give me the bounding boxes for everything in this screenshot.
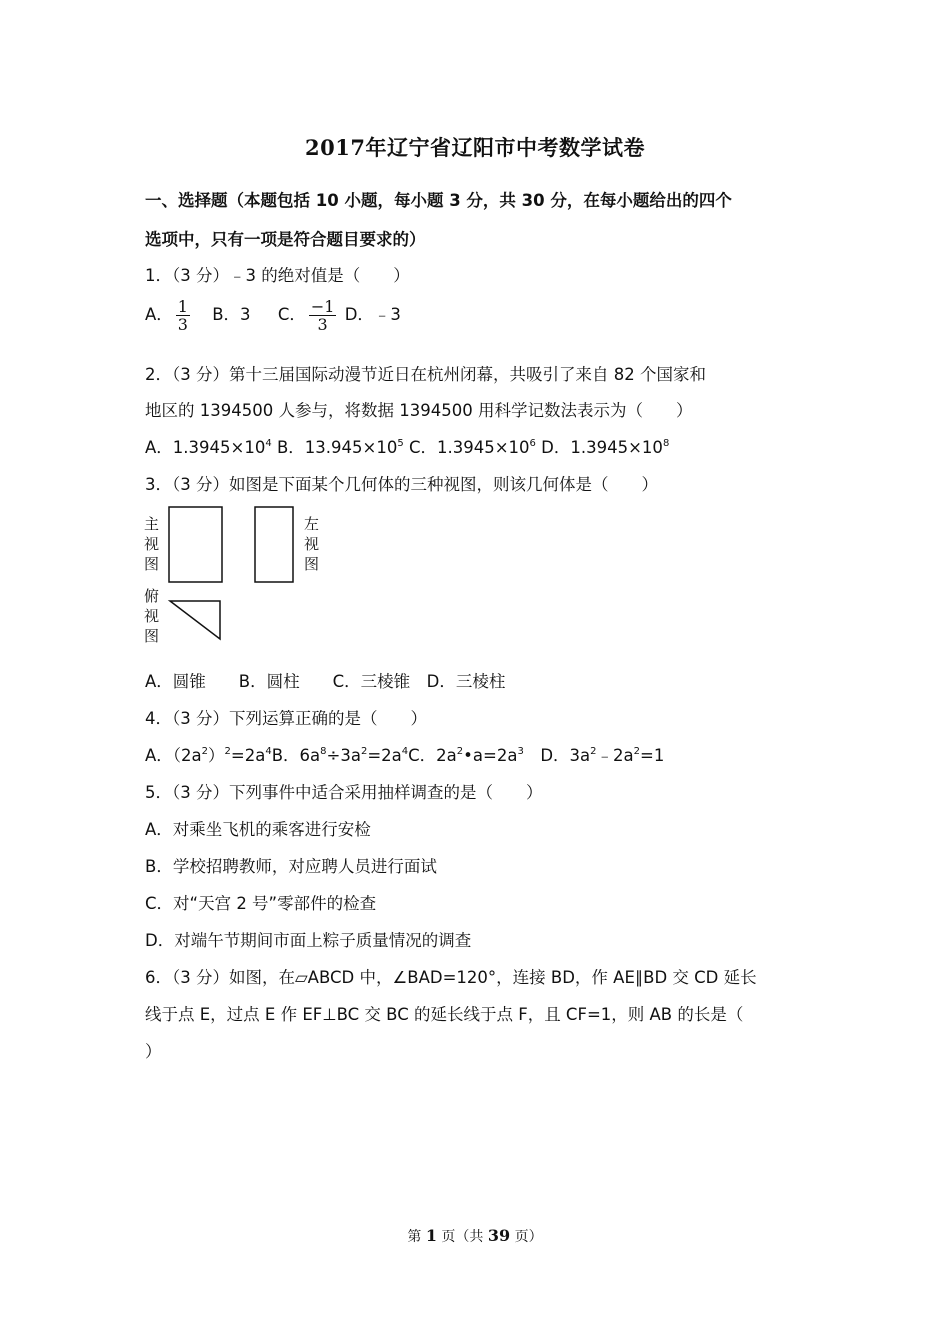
q1-opt-a-fraction <box>176 298 190 333</box>
q4-b-exp2: 2 <box>360 746 368 757</box>
q2-opt-c: C．1.3945×10 <box>408 438 530 457</box>
label-front-1: 主 <box>144 515 160 533</box>
left-view-rect <box>255 507 293 582</box>
three-views-figure <box>140 500 340 650</box>
q4-b-exp1: 8 <box>320 746 327 757</box>
q2-opt-a-exp: 4 <box>265 438 272 449</box>
section-heading-line1: 一、选择题（本题包括 10 小题，每小题 3 分，共 30 分，在每小题给出的四个 <box>145 191 732 210</box>
footer-pre: 第 <box>407 1229 426 1245</box>
q1-opt-c-den: 3 <box>317 315 328 334</box>
q4-a-exp3: 4 <box>265 746 272 757</box>
q2-opt-c-exp: 6 <box>529 438 536 449</box>
q1-opt-c-label: C． <box>277 305 306 324</box>
q1-opt-a-num: 1 <box>177 297 188 316</box>
q4-b-part1: B．6a <box>271 746 321 765</box>
q4-c-exp2: 3 <box>517 746 524 757</box>
q5-opt-b: B．学校招聘教师，对应聘人员进行面试 <box>145 857 437 876</box>
q6-line3: ） <box>145 1042 162 1061</box>
q4-stem: 4．（3 分）下列运算正确的是（ ） <box>145 709 427 728</box>
q2-options <box>145 434 669 458</box>
footer-post: 页） <box>510 1229 543 1245</box>
q2-stem-line2: 地区的 1394500 人参与，将数据 1394500 用科学记数法表示为（ ） <box>145 401 693 420</box>
q1-opt-c-num: −1 <box>310 297 335 316</box>
q3-options: A．圆锥 B．圆柱 C．三棱锥 D．三棱柱 <box>145 672 506 691</box>
q4-d-part3: =1 <box>640 746 665 765</box>
q2-opt-d: D．1.3945×10 <box>541 438 663 457</box>
top-view-triangle <box>170 601 220 639</box>
label-front-2: 视 <box>144 535 160 553</box>
q5-opt-c: C．对“天宫 2 号”零部件的检查 <box>145 894 377 913</box>
q2-opt-b-exp: 5 <box>397 438 404 449</box>
section-heading-line2: 选项中，只有一项是符合题目要求的） <box>145 230 426 249</box>
q4-d-exp1: 2 <box>590 746 597 757</box>
q2-opt-d-exp: 8 <box>662 438 670 449</box>
label-top-1: 俯 <box>144 587 160 605</box>
q4-options <box>145 742 664 766</box>
q2-opt-b: B．13.945×10 <box>276 438 398 457</box>
q6-line2: 线于点 E，过点 E 作 EF⊥BC 交 BC 的延长线于点 F，且 CF=1，则 AB 的长是（ <box>145 1005 744 1024</box>
q5-stem: 5．（3 分）下列事件中适合采用抽样调查的是（ ） <box>145 783 543 802</box>
page-title: 2017年辽宁省辽阳市中考数学试卷 <box>305 135 645 160</box>
label-left-3: 图 <box>304 555 320 573</box>
label-front-3: 图 <box>144 555 160 573</box>
page-footer <box>0 1226 950 1246</box>
label-top-3: 图 <box>144 627 160 645</box>
footer-total-pages: 39 <box>487 1226 511 1245</box>
q5-opt-d: D．对端午节期间市面上粽子质量情况的调查 <box>145 931 472 950</box>
q4-b-exp3: 4 <box>401 746 409 757</box>
q4-d-exp2: 2 <box>633 746 641 757</box>
q4-a-part2: ） <box>208 746 225 765</box>
q6-line1: 6．（3 分）如图，在▱ABCD 中，∠BAD=120°，连接 BD，作 AE∥BD 交 CD 延长 <box>145 968 757 987</box>
front-view-rect <box>169 507 222 582</box>
q4-a-exp2: 2 <box>224 746 231 757</box>
q1-opt-a-label: A． <box>145 305 173 324</box>
label-top-2: 视 <box>144 607 160 625</box>
label-left-2: 视 <box>304 535 320 553</box>
q1-opt-c-fraction <box>309 298 337 333</box>
q1-opt-d: D．﹣3 <box>344 305 401 324</box>
q4-a-part3: =2a <box>230 746 266 765</box>
label-left-1: 左 <box>304 515 320 533</box>
q4-a-exp1: 2 <box>201 746 209 757</box>
q3-stem: 3．（3 分）如图是下面某个几何体的三种视图，则该几何体是（ ） <box>145 475 658 494</box>
q4-d-part1: D．3a <box>523 746 591 765</box>
q4-a-part1: A．（2a <box>145 746 202 765</box>
footer-mid: 页（共 <box>436 1229 488 1245</box>
q1-stem: 1．（3 分）﹣3 的绝对值是（ ） <box>145 266 410 285</box>
q1-opt-b: B．3 <box>212 305 251 324</box>
q2-stem-line1: 2．（3 分）第十三届国际动漫节近日在杭州闭幕，共吸引了来自 82 个国家和 <box>145 365 706 384</box>
q2-opt-a: A．1.3945×10 <box>145 438 266 457</box>
q4-d-part2: ﹣2a <box>596 746 634 765</box>
q4-c-part1: C．2a <box>408 746 457 765</box>
footer-page-number: 1 <box>425 1226 437 1245</box>
q4-b-part2: ÷3a <box>326 746 361 765</box>
q1-options <box>145 298 401 333</box>
q4-c-part2: •a=2a <box>463 746 518 765</box>
q5-opt-a: A．对乘坐飞机的乘客进行安检 <box>145 820 371 839</box>
q4-c-exp1: 2 <box>456 746 464 757</box>
q4-b-part3: =2a <box>367 746 402 765</box>
q1-opt-a-den: 3 <box>177 315 188 334</box>
